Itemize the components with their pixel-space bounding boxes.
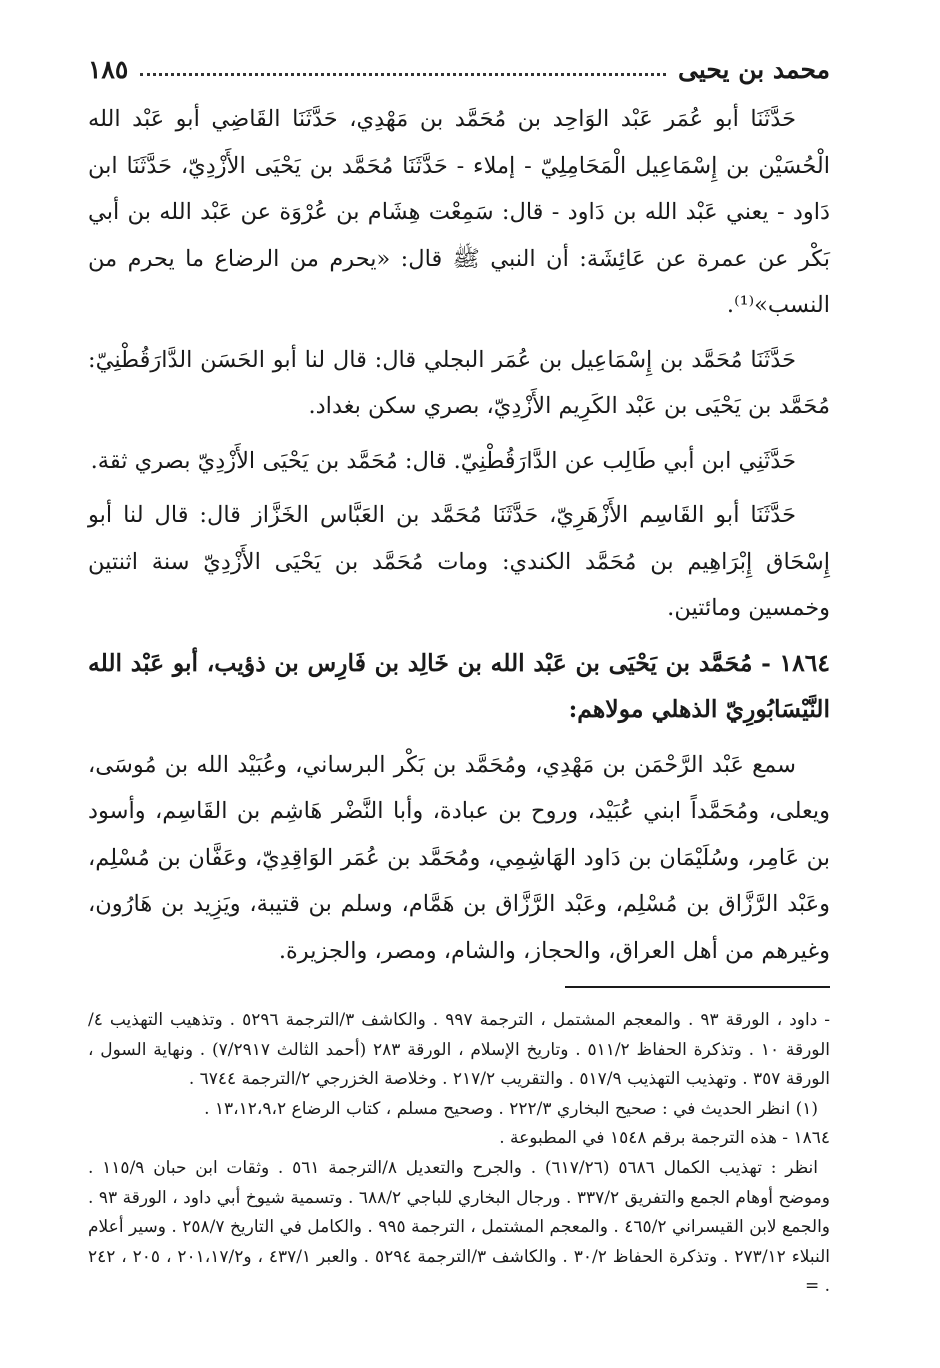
header-leader-dots: [140, 73, 666, 76]
footnotes: [88, 1006, 830, 1302]
paragraph-hadith: حَدَّثَنَا أبو عُمَر عَبْد الوَاحِد بن مُحَمَّد بن مَهْدِي، حَدَّثَنَا القَاضِي أبو عَبْد الله الْحُسَيْن بن إِسْمَاعِيل الْمَحَامِلِيّ - إملاء - حَدَّثَنَا مُحَمَّد بن يَحْيَى الأَزْدِيّ، حَدَّثَنَا ابن دَاود - يعني عَبْد الله بن دَاود - قال: سَمِعْت هِشَام بن عُرْوَة عن عَبْد الله بن أبي بَكْر عن عمرة عن عَائِشَة: أن النبي ﷺ قال: «يحرم من الرضاع ما يحرم من النسب»⁽¹⁾.: [88, 106, 830, 318]
paragraph-daraqutni: حَدَّثَنَا مُحَمَّد بن إِسْمَاعِيل بن عُمَر البجلي قال: قال لنا أبو الحَسَن الدَّارَقُطْنِيّ: مُحَمَّد بن يَحْيَى بن عَبْد الكَرِيم الأَزْدِيّ، بصري سكن بغداد.: [88, 346, 830, 419]
header-title: محمد بن يحيى: [678, 55, 830, 84]
page-number: ١٨٥: [88, 55, 129, 84]
footnote-continued: - داود ، الورقة ٩٣ . والمعجم المشتمل ، الترجمة ٩٩٧ . والكاشف ٣/الترجمة ٥٢٩٦ . وتذهيب التهذيب ٤/الورقة ١٠ . وتذكرة الحفاظ ٥١١/٢ . وتاريخ الإسلام ، الورقة ٢٨٣ (أحمد الثالث ٧/٢٩١٧) . ونهاية السول ، الورقة ٣٥٧ . وتهذيب التهذيب ٥١٧/٩ . والتقريب ٢١٧/٢ . وخلاصة الخزرجي ٢/الترجمة ٦٧٤٤ .: [88, 1010, 831, 1090]
footnote-1864-note: ١٨٦٤ - هذه الترجمة برقم ١٥٤٨ في المطبوعة .: [499, 1128, 830, 1149]
paragraph-ibn-abi-talib: حَدَّثَنِي ابن أبي طَالِب عن الدَّارَقُطْنِيّ. قال: مُحَمَّد بن يَحْيَى الأَزْدِيّ بصري ثقة.: [90, 447, 796, 474]
footnote-1: (١) انظر الحديث في : صحيح البخاري ٢٢٢/٣ . وصحيح مسلم ، كتاب الرضاع ١٣،١٢،٩،٢ .: [204, 1098, 818, 1119]
running-header: [88, 40, 830, 84]
footnote-1864-sources: انظر : تهذيب الكمال ٥٦٨٦ (٦١٧/٢٦) . والجرح والتعديل ٨/الترجمة ٥٦١ . وثقات ابن حبان ١١٥/٩ . وموضح أوهام الجمع والتفريق ٣٣٧/٢ . ورجال البخاري للباجي ٦٨٨/٢ . وتسمية شيوخ أبي داود ، الورقة ٩٣ . والجمع لابن القيسراني ٤٦٥/٢ . والمعجم المشتمل ، الترجمة ٩٩٥ . والكامل في التاريخ ٢٥٨/٧ . وسير أعلام النبلاء ٢٧٣/١٢ . وتذكرة الحفاظ ٣٠/٢ . والكاشف ٣/الترجمة ٥٢٩٤ . والعبر ٤٣٧/١ ، و٢٠١،١٧/٢ ، ٢٠٥ ، ٢٤٢ . =: [88, 1157, 831, 1297]
entry-heading: ١٨٦٤ - مُحَمَّد بن يَحْيَى بن عَبْد الله بن خَالِد بن فَارِس بن ذؤيب، أبو عَبْد الله النَّيْسَابُورِيّ الذهلي مولاهم:: [88, 648, 830, 723]
paragraph-death-date: حَدَّثَنَا أبو القَاسِم الأَزْهَرِيّ، حَدَّثَنَا مُحَمَّد بن العَبَّاس الخَزَّاز قال: قال لنا أبو إِسْحَاق إِبْرَاهِيم بن مُحَمَّد الكندي: ومات مُحَمَّد بن يَحْيَى الأَزْدِيّ سنة اثنتين وخمسين ومائتين.: [88, 502, 830, 621]
paragraph-teachers: سمع عَبْد الرَّحْمَن بن مَهْدِي، ومُحَمَّد بن بَكْر البرساني، وعُبَيْد الله بن مُوسَى، ويعلى، ومُحَمَّداً ابني عُبَيْد، وروح بن عبادة، وأبا النَّضْر هَاشِم بن القَاسِم، وأسود بن عَامِر، وسُلَيْمَان بن دَاود الهَاشِمِي، ومُحَمَّد بن عُمَر الوَاقِدِيّ، وعَفَّان بن مُسْلِم، وعَبْد الرَّزَّاق بن مُسْلِم، وعَبْد الرَّزَّاق بن هَمَّام، وسلم بن قتيبة، ويَزِيد بن هَارُون، وغيرهم من أهل العراق، والحجاز، والشام، ومصر، والجزيرة.: [88, 751, 830, 964]
footnote-separator: [565, 986, 830, 988]
